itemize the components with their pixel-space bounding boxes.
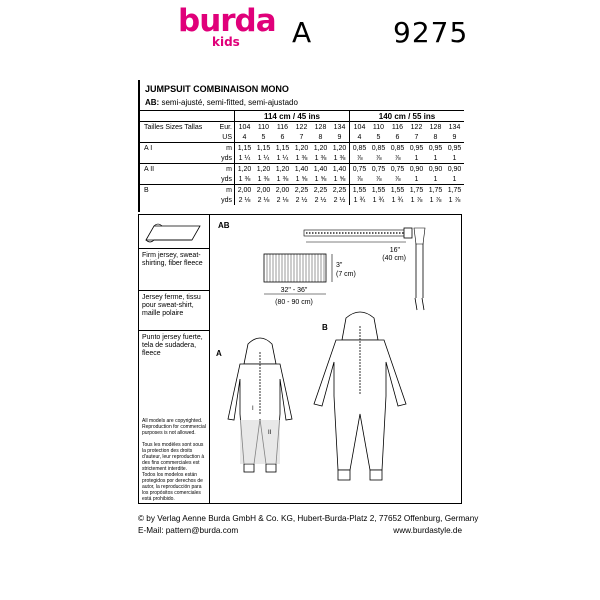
yardage-cell: 0,75 — [369, 164, 388, 175]
us-size: 8 — [318, 133, 323, 141]
yardage-cell: 2 ⅛ — [238, 196, 251, 204]
us-size: 8 — [433, 133, 438, 141]
yardage-cell: 1 ⅜ — [295, 154, 308, 162]
us-size: 5 — [376, 133, 381, 141]
yardage-cell: 0,85 — [388, 143, 407, 154]
yardage-cell: 1,40 — [311, 164, 330, 175]
view-letter: A — [292, 16, 312, 49]
yardage-cell: 1 ⅞ — [448, 196, 461, 204]
yardage-table — [140, 110, 464, 205]
fit-code: AB: — [145, 98, 160, 107]
yardage-cell: 0,95 — [407, 143, 426, 154]
footer-publisher: © by Verlag Aenne Burda GmbH & Co. KG, Hubert-Burda-Platz 2, 77652 Offenburg, Germany — [138, 514, 479, 523]
yardage-cell: 0,75 — [388, 164, 407, 175]
us-size: 4 — [242, 133, 247, 141]
yardage-cell: 1 ⅜ — [314, 154, 327, 162]
copyright-en: All models are copyrighted. Reproduction for commercial purposes is not allowed. — [142, 418, 206, 436]
yardage-cell: 1 ¼ — [238, 154, 251, 162]
yardage-unit: m — [208, 143, 235, 154]
footer-website: www.burdastyle.de — [393, 526, 462, 535]
eur-size: 134 — [330, 122, 350, 133]
pattern-number: 9275 — [393, 16, 469, 49]
zipper-icon — [304, 228, 412, 238]
eur-size: 110 — [254, 122, 273, 133]
yardage-cell: 1 ⅜ — [238, 175, 251, 183]
cord-stopper-icon — [414, 228, 425, 310]
yardage-view-label: A I — [140, 143, 208, 154]
eur-label: Eur. — [208, 122, 235, 133]
yardage-cell: 2,00 — [235, 185, 255, 196]
us-size: 7 — [299, 133, 304, 141]
rib-width: 32" - 36" — [280, 287, 308, 294]
yardage-cell: 1 ⅝ — [295, 175, 308, 183]
yardage-cell: 2 ½ — [295, 196, 308, 204]
yardage-cell: 1,55 — [388, 185, 407, 196]
yardage-cell: 0,90 — [426, 164, 445, 175]
yardage-cell: 2,00 — [254, 185, 273, 196]
yardage-cell: 1,75 — [445, 185, 464, 196]
yardage-cell: 1 ¾ — [350, 195, 370, 205]
yardage-cell: 1,20 — [254, 164, 273, 175]
us-size: 9 — [337, 133, 342, 141]
yardage-cell: 0,75 — [350, 164, 370, 175]
yardage-cell: 2,25 — [330, 185, 350, 196]
pattern-title: JUMPSUIT COMBINAISON MONO — [145, 84, 289, 95]
yardage-cell: 1,55 — [369, 185, 388, 196]
yardage-cell: 0,95 — [445, 143, 464, 154]
illustrations — [210, 214, 462, 504]
yardage-cell: 1,15 — [235, 143, 255, 154]
yardage-cell: 1 ⅝ — [333, 175, 346, 183]
brand-sub: kids — [212, 35, 240, 49]
yardage-cell: 1 ⅜ — [257, 175, 270, 183]
yardage-unit: m — [208, 185, 235, 196]
yardage-cell: 1 ¼ — [276, 154, 289, 162]
us-size: 7 — [414, 133, 419, 141]
fit-description — [145, 98, 298, 107]
fabric-column — [138, 214, 210, 504]
yardage-cell: 2 ⅛ — [257, 196, 270, 204]
yardage-cell: 0,85 — [350, 143, 370, 154]
burda-kids-logo — [178, 3, 276, 56]
yardage-cell: 1,20 — [330, 143, 350, 154]
eur-size: 104 — [235, 122, 255, 133]
eur-size: 128 — [426, 122, 445, 133]
yardage-cell: 1,20 — [235, 164, 255, 175]
yardage-view-label — [140, 153, 208, 164]
yardage-unit: m — [208, 164, 235, 175]
yardage-view-label — [140, 174, 208, 185]
yardage-cell: 1,20 — [311, 143, 330, 154]
copyright-fr: Tous les modèles sont sous la protection des droits d'auteur, leur reproduction à des fins commerciales est strictement interdite. — [142, 442, 205, 472]
yardage-cell: 1,20 — [292, 143, 311, 154]
yardage-unit: yds — [208, 195, 235, 205]
us-size: 6 — [280, 133, 285, 141]
eur-size: 104 — [350, 122, 370, 133]
view-a-variant-2: II — [268, 430, 272, 436]
zipper-length: 16" — [389, 247, 400, 254]
us-size: 9 — [452, 133, 457, 141]
yardage-cell: ⅞ — [375, 154, 382, 162]
yardage-view-label — [140, 195, 208, 205]
fabric-en: Firm jersey, sweat-shirting, fiber fleece — [142, 252, 203, 267]
yardage-cell: 2,25 — [292, 185, 311, 196]
eur-size: 122 — [407, 122, 426, 133]
view-b-label: B — [322, 323, 328, 332]
yardage-cell: 1,20 — [273, 164, 292, 175]
yardage-cell: 1 — [433, 154, 438, 162]
fabric-es: Punto jersey fuerte, tela de sudadera, fleece — [142, 334, 203, 357]
fabric-swatch-icon — [140, 218, 210, 248]
yardage-cell: 1,15 — [254, 143, 273, 154]
us-size: 5 — [261, 133, 266, 141]
notions-label: AB — [218, 221, 230, 230]
yardage-cell: 1 ⅜ — [333, 154, 346, 162]
yardage-cell: 1 — [452, 154, 457, 162]
yardage-cell: 1 ¼ — [257, 154, 270, 162]
yardage-cell: 1 ¾ — [391, 196, 404, 204]
us-size: 4 — [350, 132, 370, 143]
yardage-cell: 1 — [452, 175, 457, 183]
yardage-cell: 1 — [414, 154, 419, 162]
yardage-cell: 2 ½ — [333, 196, 346, 204]
yardage-cell: 1 ¾ — [372, 196, 385, 204]
width-140-header: 140 cm / 55 ins — [350, 111, 465, 122]
yardage-cell: 2 ⅛ — [276, 196, 289, 204]
view-a-label: A — [216, 349, 222, 358]
view-a-variant-1: I — [252, 406, 254, 412]
rib-width-cm: (80 - 90 cm) — [275, 299, 313, 306]
fit-text: semi-ajusté, semi-fitted, semi-ajustado — [161, 98, 298, 107]
yardage-cell: 1,75 — [407, 185, 426, 196]
yardage-cell: 0,90 — [407, 164, 426, 175]
yardage-cell: 1 ⅝ — [314, 175, 327, 183]
eur-size: 128 — [311, 122, 330, 133]
us-size: 6 — [395, 133, 400, 141]
yardage-view-label: A II — [140, 164, 208, 175]
eur-size: 116 — [273, 122, 292, 133]
size-label: Tailles Sizes Tallas — [140, 122, 208, 133]
yardage-cell: 1 ⅞ — [429, 196, 442, 204]
yardage-cell: ⅞ — [394, 154, 401, 162]
yardage-rows — [140, 143, 464, 206]
eur-size: 134 — [445, 122, 464, 133]
width-114-header: 114 cm / 45 ins — [235, 111, 350, 122]
yardage-cell: 1,40 — [292, 164, 311, 175]
yardage-view-label: B — [140, 185, 208, 196]
rib-height: 3" — [336, 262, 343, 269]
jumpsuit-b-drawing — [314, 312, 406, 480]
eur-size: 110 — [369, 122, 388, 133]
yardage-cell: ⅞ — [375, 175, 382, 183]
fabric-fr: Jersey ferme, tissu pour sweat-shirt, maille polaire — [142, 294, 201, 317]
yardage-cell: 0,85 — [369, 143, 388, 154]
yardage-cell: 2,25 — [311, 185, 330, 196]
copyright-es: Todos los modelos están protegidos por derechos de autor, la reproducción para los propósitos comerciales está prohibido. — [142, 472, 203, 502]
yardage-cell: ⅞ — [350, 153, 370, 164]
yardage-unit: yds — [208, 153, 235, 164]
yardage-cell: 1,40 — [330, 164, 350, 175]
view-a-contrast-panel — [240, 420, 280, 464]
yardage-cell: 1,75 — [426, 185, 445, 196]
footer-email: E-Mail: pattern@burda.com — [138, 526, 239, 535]
yardage-cell: 1 ⅜ — [276, 175, 289, 183]
yardage-unit: yds — [208, 174, 235, 185]
brand-name: burda — [178, 3, 276, 39]
ribbing-icon — [264, 254, 326, 282]
yardage-cell: 0,90 — [445, 164, 464, 175]
eur-size: 122 — [292, 122, 311, 133]
yardage-cell: 2,00 — [273, 185, 292, 196]
eur-size: 116 — [388, 122, 407, 133]
yardage-cell: 1,15 — [273, 143, 292, 154]
yardage-cell: 1 — [414, 175, 419, 183]
yardage-cell: ⅞ — [350, 174, 370, 185]
rib-height-cm: (7 cm) — [336, 271, 356, 278]
yardage-cell: 0,95 — [426, 143, 445, 154]
us-label: US — [208, 132, 235, 143]
zipper-cm: (40 cm) — [382, 255, 406, 262]
yardage-cell: 1 — [433, 175, 438, 183]
yardage-cell: 1 ⅞ — [410, 196, 423, 204]
yardage-cell: 2 ½ — [314, 196, 327, 204]
yardage-cell: ⅞ — [394, 175, 401, 183]
yardage-cell: 1,55 — [350, 185, 370, 196]
